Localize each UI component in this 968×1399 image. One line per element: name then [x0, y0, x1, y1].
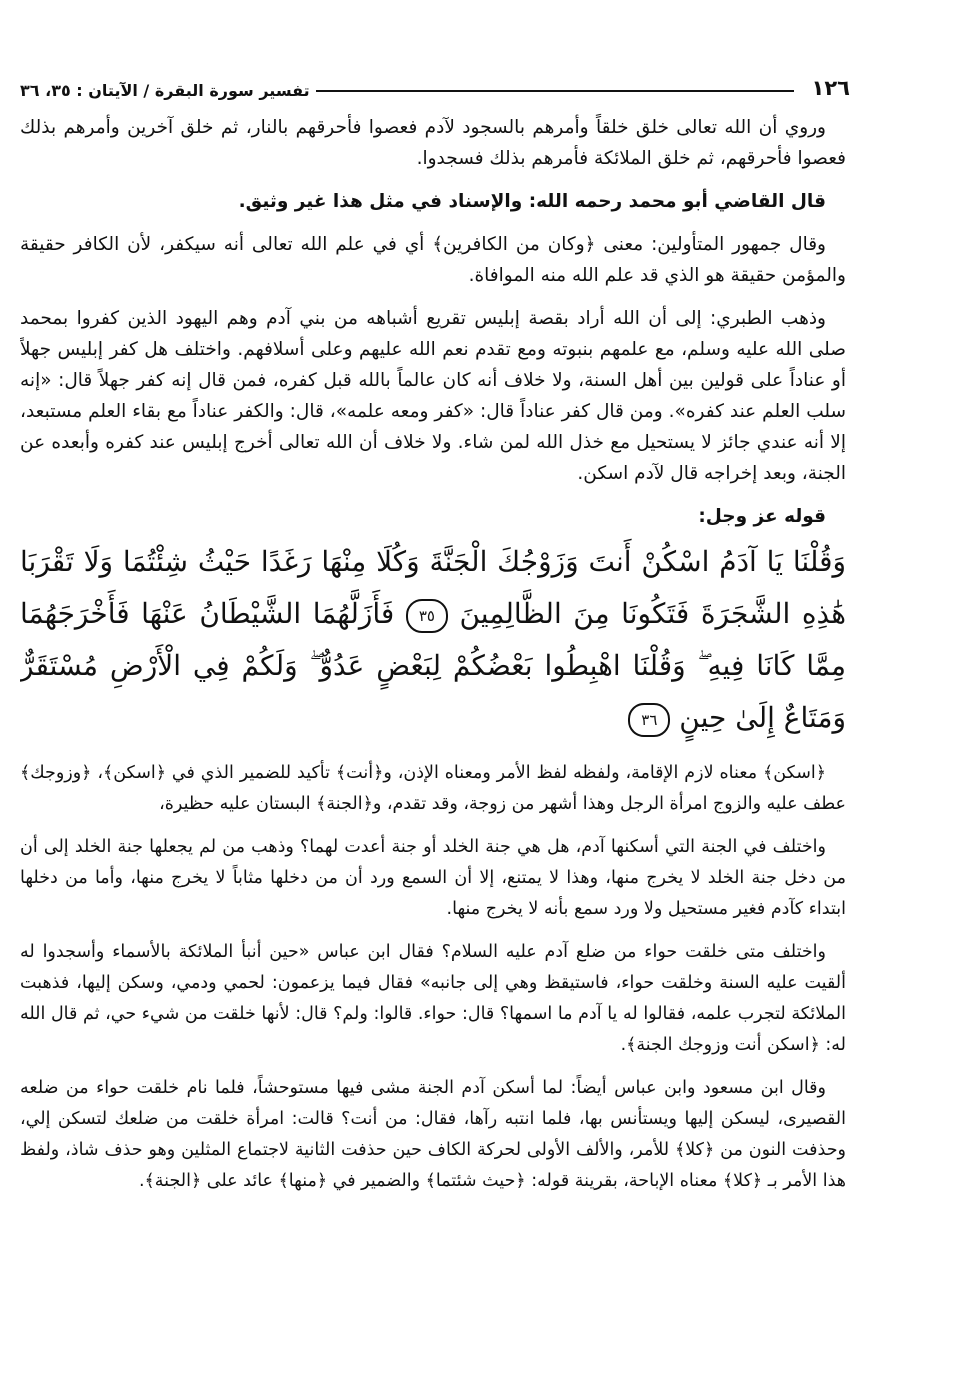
page-header	[20, 60, 850, 100]
header-rule	[316, 90, 794, 92]
verse-35-text: وَقُلْنَا يَا آدَمُ اسْكُنْ أَنتَ وَزَوْجُكَ الْجَنَّةَ وَكُلَا مِنْهَا رَغَدًا حَيْثُ شِئْتُمَا وَلَا تَقْرَبَا هَٰذِهِ الشَّجَرَةَ فَتَكُونَا مِنَ الظَّالِمِينَ	[20, 545, 846, 630]
page-number: ١٢٦	[811, 76, 850, 100]
paragraph-tabari-opinion: وذهب الطبري: إلى أن الله أراد بقصة إبليس تقريع أشباهه من بني آدم وهم اليهود الذين كفروا بمحمد صلى الله عليه وسلم، مع علمهم بنبوته ومع تقدم نعم الله عليهم وعلى أسلافهم. واختلف هل كفر إبليس جهلاً أو عناداً على قولين بين أهل السنة، ولا خلاف أنه كان عالماً بالله قبل كفره، فمن قال إنه كفر جهلاً قال: «إنه سلب العلم عند كفره». ومن قال كفر عناداً قال: «كفر ومعه علمه»، قال: والكفر عناداً مع بقاء العلم مستبعد، إلا أنه عندي جائز لا يستحيل مع خذل الله لمن شاء. ولا خلاف أن الله تعالى أخرج إبليس عند كفره وأبعده عن الجنة، وبعد إخراجه قال لآدم اسكن.	[20, 308, 846, 484]
note-hawwa-creation: واختلف متى خلقت حواء من ضلع آدم عليه السلام؟ فقال ابن عباس «حين أنبأ الملائكة بالأسماء وأسجدوا له ألقيت عليه السنة وخلقت حواء، فاستيقظ وهي إلى جانبه» فقال فيما يزعمون: لحمي ودمي، وسكن إليها، فذهبت الملائكة لتجرب علمه، فقالوا له يا آدم ما اسمها؟ قال: حواء. قالوا: ولم؟ قال: لأنها خلقت من شيء حي، ثم قال الله له: ﴿اسكن أنت وزوجك الجنة﴾.	[20, 942, 846, 1055]
ayah-marker-36: ٣٦	[628, 703, 670, 737]
ayah-marker-35: ٣٥	[406, 599, 448, 633]
paragraph-creation-story: وروي أن الله تعالى خلق خلقاً وأمرهم بالسجود لآدم فعصوا فأحرقهم بالنار، ثم خلق آخرين وأمرهم بذلك فعصوا فأحرقهم، ثم خلق الملائكة فأمرهم بذلك فسجدوا.	[20, 117, 846, 169]
running-title: تفسير سورة البقرة / الآيتان : ٣٥، ٣٦	[20, 81, 310, 100]
quran-verse-block	[20, 536, 846, 744]
verse-36-text: فَأَزَلَّهُمَا الشَّيْطَانُ عَنْهَا فَأَخْرَجَهُمَا مِمَّا كَانَا فِيهِ ۖ وَقُلْنَا اهْبِطُوا بَعْضُكُمْ لِبَعْضٍ عَدُوٌّ ۖ وَلَكُمْ فِي الْأَرْضِ مُسْتَقَرٌّ وَمَتَاعٌ إِلَىٰ حِينٍ	[20, 597, 846, 734]
note-uskun: ﴿اسكن﴾ معناه لازم الإقامة، ولفظه لفظ الأمر ومعناه الإذن، و﴿أنت﴾ تأكيد للضمير الذي في ﴿اسكن﴾، ﴿وزوجك﴾ عطف عليه والزوج امرأة الرجل وهذا أشهر من زوجة، وقد تقدم، و﴿الجنة﴾ البستان عليه حظيرة،	[20, 763, 846, 814]
paragraph-kafirin-meaning: وقال جمهور المتأولين: معنى ﴿وكان من الكافرين﴾ أي في علم الله تعالى أنه سيكفر، لأن الكافر حقيقة والمؤمن حقيقة هو الذي قد علم الله منه الموافاة.	[20, 234, 846, 286]
note-which-paradise: واختلف في الجنة التي أسكنها آدم، هل هي جنة الخلد أو جنة أعدت لهما؟ وذهب من لم يجعلها جنة الخلد إلى أن من دخل جنة الخلد لا يخرج منها، وهذا لا يمتنع، إلا أن السمع ورد أن من دخلها مثاباً لا يخرج منها، وأما من دخلها ابتداء كآدم فغير مستحيل ولا ورد سمع بأنه لا يخرج منها.	[20, 837, 846, 919]
verse-intro-label: قوله عز وجل:	[698, 506, 826, 527]
note-ibn-masud: وقال ابن مسعود وابن عباس أيضاً: لما أسكن آدم الجنة مشى فيها مستوحشاً، فلما نام خلقت حواء من ضلعه القصيرى، ليسكن إليها ويستأنس بها، فلما انتبه رآها، فقال: من أنت؟ قالت: امرأة خلقت من ضلعك لتسكن إلي، وحذفت النون من ﴿كلا﴾ للأمر، والألف الأولى لحركة الكاف حين حذفت الثانية لاجتماع المثلين وهو حذف شاذ، ولفظ هذا الأمر بـ ﴿كلا﴾ معناه الإباحة، بقرينة قوله: ﴿حيث شئتما﴾ والضمير في ﴿منها﴾ عائد على ﴿الجنة﴾.	[20, 1078, 846, 1191]
page-body	[20, 112, 846, 1374]
paragraph-qadi-comment: قال القاضي أبو محمد رحمه الله: والإسناد في مثل هذا غير وثيق.	[238, 191, 826, 212]
